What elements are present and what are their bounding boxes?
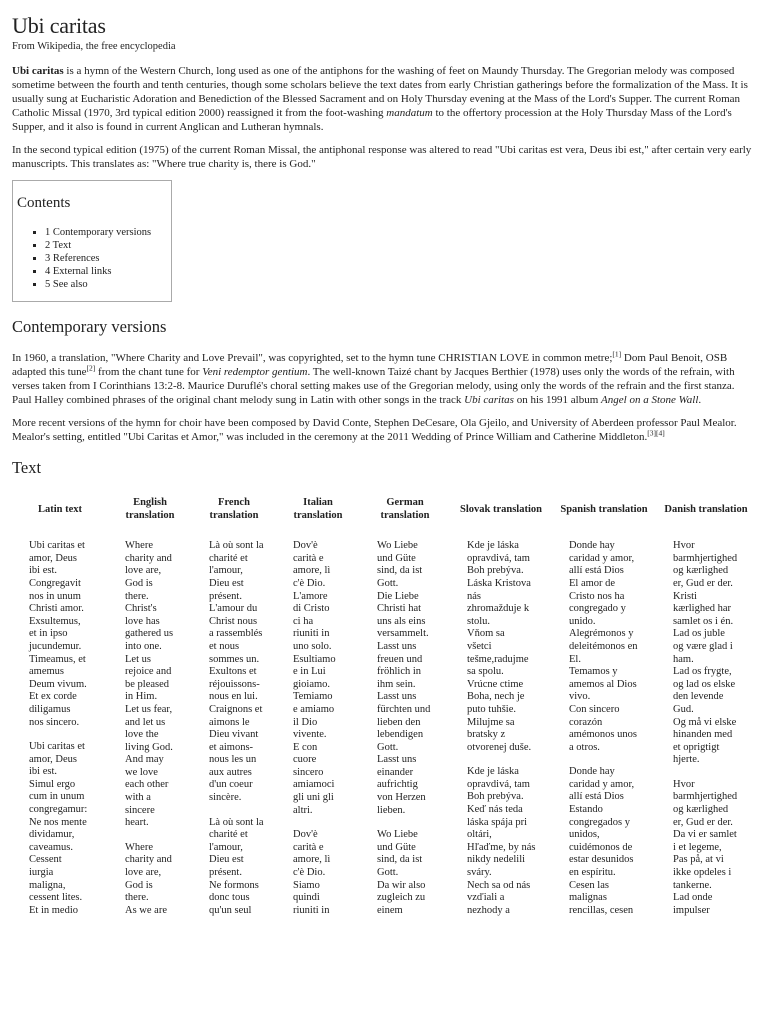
column-header: Latin text: [37, 503, 83, 515]
table-cell: [360, 540, 450, 917]
verse-2: Ubi caritas et amor, Deus ibi est. Simul ergo cum in unum congregamur: Ne nos mente dividamur, caveamus. Cessent iurgia maligna, cessent lites. Et in medio: [29, 741, 88, 916]
verse-2: Where charity and love are, God is there. As we are: [125, 841, 172, 916]
verse-2: Là où sont la charité et l'amour, Dieu est présent. Ne formons donc tous qu'un seul: [209, 816, 264, 916]
reference-link[interactable]: [1]: [612, 349, 622, 359]
verse-1: Where charity and love are, God is there. Christ's love has gathered us into one. Let us rejoice and be pleased in Him. Let us fear, and let us love the living God. And may we love each other with a sincere heart.: [125, 540, 174, 829]
column-header: English translation: [125, 497, 175, 522]
verse-1: Hvor barmhjertighed og kærlighed er, Gud er der. Kristi kærlighed har samlet os i én. Lad os juble og være glad i ham. Lad os frygte, og lad os elske den levende Gud. Og må vi elske hinanden med et oprigtigt hjerte.: [673, 540, 738, 766]
verse-2: Kde je láska opravdivá, tam Boh prebýva. Keď nás teda láska spája pri oltári, Hľaďme, by nás nikdy nedelili sváry. Nech sa od nás vzďiali a nezhody a: [467, 766, 536, 916]
verse-2: Dov'è carità e amore, lì c'è Dio. Siamo quindi riuniti in: [293, 829, 331, 916]
verse-1: Donde hay caridad y amor, allí está Dios El amor de Cristo nos ha congregado y unido. Alegrémonos y deleitémonos en El. Temamos y amemos al Dios vivo. Con sincero corazón amémonos unos a otros.: [569, 540, 638, 753]
verse-1: Wo Liebe und Güte sind, da ist Gott. Die Liebe Christi hat uns als eins versammelt. Lasst uns freuen und fröhlich in ihm sein. Lasst uns fürchten und lieben den lebendigen Gott. Lasst uns einander aufrichtig von Herzen lieben.: [377, 540, 431, 816]
page-title: Ubi caritas: [12, 13, 106, 38]
intro-paragraph-2: In the second typical edition (1975) of the current Roman Missal, the antiphonal response was altered to read "Ubi caritas est vera, Deus ibi est," after certain very early manuscripts. This translates as: "Where true charity is, there is God.": [12, 144, 752, 171]
toc-item[interactable]: ▪ 3 References: [45, 252, 171, 265]
section-heading-contemporary: Contemporary versions: [12, 317, 167, 337]
verse-1: Dov'è carità e amore, lì c'è Dio. L'amore di Cristo ci ha riuniti in uno solo. Esultiamo e in Lui gioiamo. Temiamo e amiamo il Dio vivente. E con cuore sincero amiamoci gli uni gli altri.: [293, 540, 336, 816]
verse-1: Ubi caritas et amor, Deus ibi est. Congregavit nos in unum Christi amor. Exsultemus, et in ipso jucundemur. Timeamus, et amemus Deum vivum. Et ex corde diligamus nos sincero.: [29, 540, 87, 728]
table-cell: [276, 540, 360, 917]
intro-paragraph: Ubi caritas is a hymn of the Western Church, long used as one of the antiphons for the washing of feet on Maundy Thursday. The Gregorian melody was composed sometime between the fourth and tenth centuries, though some scholars believe the text dates from early Christian gatherings before the formalization of the Mass. It is usually sung at Eucharistic Adoration and Benediction of the Blessed Sacrament and on Holy Thursday evening at the Mass of the Lord's Supper. The current Roman Catholic Missal (1970, 3rd typical edition 2000) reassigned it from the foot-washing mandatum to the offertory procession at the Holy Thursday Mass of the Lord's Supper, and it also is found in current Anglican and Lutheran hymnals.: [12, 65, 748, 134]
verse-2: Hvor barmhjertighed og kærlighed er, Gud er der. Da vi er samlet i et legeme, Pas på, at vi ikke opdeles i tankerne. Lad onde impulser: [673, 778, 738, 916]
verse-2: Wo Liebe und Güte sind, da ist Gott. Da wir also zugleich zu einem: [377, 829, 426, 916]
contemporary-paragraph-2: More recent versions of the hymn for choir have been composed by David Conte, Stephen DeCesare, Ola Gjeilo, and University of Aberdeen professor Paul Mealor. Mealor's setting, entitled "Ubi Caritas et Amor," was included in the ceremony at the 2011 Wedding of Prince William and Catherine Middleton.[3][4]: [12, 417, 737, 444]
contemporary-paragraph-1: In 1960, a translation, "Where Charity and Love Prevail", was copyrighted, set to the hymn tune CHRISTIAN LOVE in common metre;[1] Dom Paul Benoit, OSB adapted this tune[2] from the chant tune for Veni redemptor gentium. The well-known Taizé chant by Jacques Berthier (1978) uses only the words of the refrain, with verses taken from I Corinthians 13:2-8. Maurice Duruflé's choral setting makes use of the Gregorian melody, using only the words of the refrain and the first stanza. Paul Halley combined phrases of the original chant melody sung in Latin with other songs in the track Ubi caritas on his 1991 album Angel on a Stone Wall.: [12, 349, 735, 407]
table-row: [12, 540, 756, 917]
column-header: Slovak translation: [460, 503, 542, 515]
table-cell: [450, 540, 552, 917]
verse-2: Donde hay caridad y amor, allí está Dios Estando congregados y unidos, cuidémonos de estar desunidos en espíritu. Cesen las malignas rencillas, cesen: [569, 766, 635, 916]
translation-table: [12, 496, 756, 917]
table-cell: [192, 540, 276, 917]
table-cell: [552, 540, 656, 917]
section-heading-text: Text: [12, 458, 42, 478]
column-header: German translation: [380, 497, 430, 522]
intro-bold-term: Ubi caritas: [12, 65, 64, 78]
toc-title: Contents: [17, 195, 71, 212]
table-cell: [108, 540, 192, 917]
toc-item[interactable]: ▪ 1 Contemporary versions: [45, 226, 171, 239]
toc-item[interactable]: ▪ 4 External links: [45, 265, 171, 278]
table-of-contents: [12, 180, 172, 302]
toc-item[interactable]: ▪ 5 See also: [45, 278, 171, 291]
column-header: Danish translation: [664, 503, 748, 515]
reference-link[interactable]: [3][4]: [647, 428, 665, 438]
column-header: French translation: [209, 497, 259, 522]
table-cell: [656, 540, 756, 917]
verse-1: Kde je láska opravdivá, tam Boh prebýva. Láska Kristova nás zhromažduje k stolu. Vňom sa všetci tešme,radujme sa spolu. Vrúcne ctime Boha, nech je puto tuhšie. Milujme sa bratsky z otvorenej duše.: [467, 540, 532, 753]
reference-link[interactable]: [2]: [86, 363, 96, 373]
toc-item[interactable]: ▪ 2 Text: [45, 239, 171, 252]
verse-1: Là où sont la charité et l'amour, Dieu est présent. L'amour du Christ nous a rassemblés et nous sommes un. Exultons et réjouissons- nous en lui. Craignons et aimons le Dieu vivant et aimons- nous les un aux autres d'un coeur sincère.: [209, 540, 264, 804]
table-header-row: [12, 496, 756, 540]
column-header: Italian translation: [293, 497, 343, 522]
tagline: From Wikipedia, the free encyclopedia: [12, 41, 176, 53]
column-header: Spanish translation: [560, 503, 648, 515]
toc-list: [17, 226, 171, 291]
table-cell: [12, 540, 108, 917]
